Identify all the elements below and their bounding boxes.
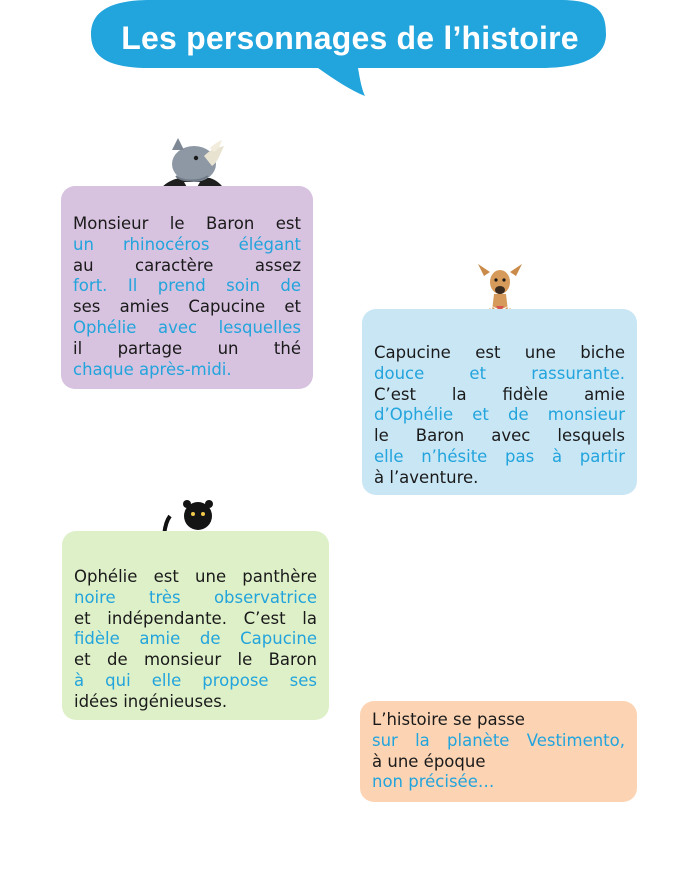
card-line: C’est la fidèle amie xyxy=(374,384,625,404)
ophelie-description-card xyxy=(62,531,329,720)
card-line: à une époque xyxy=(372,751,486,771)
card-line: idées ingénieuses. xyxy=(74,691,228,711)
card-line: fort. Il prend soin de xyxy=(73,276,301,296)
card-line: douce et rassurante. xyxy=(374,363,625,383)
card-line: à l’aventure. xyxy=(374,467,479,487)
card-line: le Baron avec lesquels xyxy=(374,426,625,446)
card-line: ses amies Capucine et xyxy=(73,297,301,317)
card-line: non précisée… xyxy=(372,772,495,792)
card-line: à qui elle propose ses xyxy=(74,670,317,690)
card-line: Ophélie est une panthère xyxy=(74,567,317,586)
page-title: Les personnages de l’histoire xyxy=(121,20,579,56)
card-line: d’Ophélie et de monsieur xyxy=(374,405,625,425)
card-line: Monsieur le Baron est xyxy=(73,214,301,233)
baron-description-card xyxy=(61,186,313,389)
card-line: sur la planète Vestimento, xyxy=(372,730,625,750)
card-line: et indépendante. C’est la xyxy=(74,608,317,628)
card-line: elle n’hésite pas à partir xyxy=(374,446,625,466)
setting-description-card xyxy=(360,701,637,802)
card-line: Capucine est une biche xyxy=(374,343,625,362)
card-line: au caractère assez xyxy=(73,255,301,275)
card-line: fidèle amie de Capucine xyxy=(74,629,317,649)
card-line: noire très observatrice xyxy=(74,587,317,607)
title-banner xyxy=(0,0,700,110)
card-line: L’histoire se passe xyxy=(372,710,525,729)
card-line: et de monsieur le Baron xyxy=(74,650,317,670)
card-line: Ophélie avec lesquelles xyxy=(73,317,301,337)
card-line: chaque après-midi. xyxy=(73,359,232,379)
card-line: il partage un thé xyxy=(73,338,301,358)
capucine-description-card xyxy=(362,309,637,495)
card-line: un rhinocéros élégant xyxy=(73,234,301,254)
